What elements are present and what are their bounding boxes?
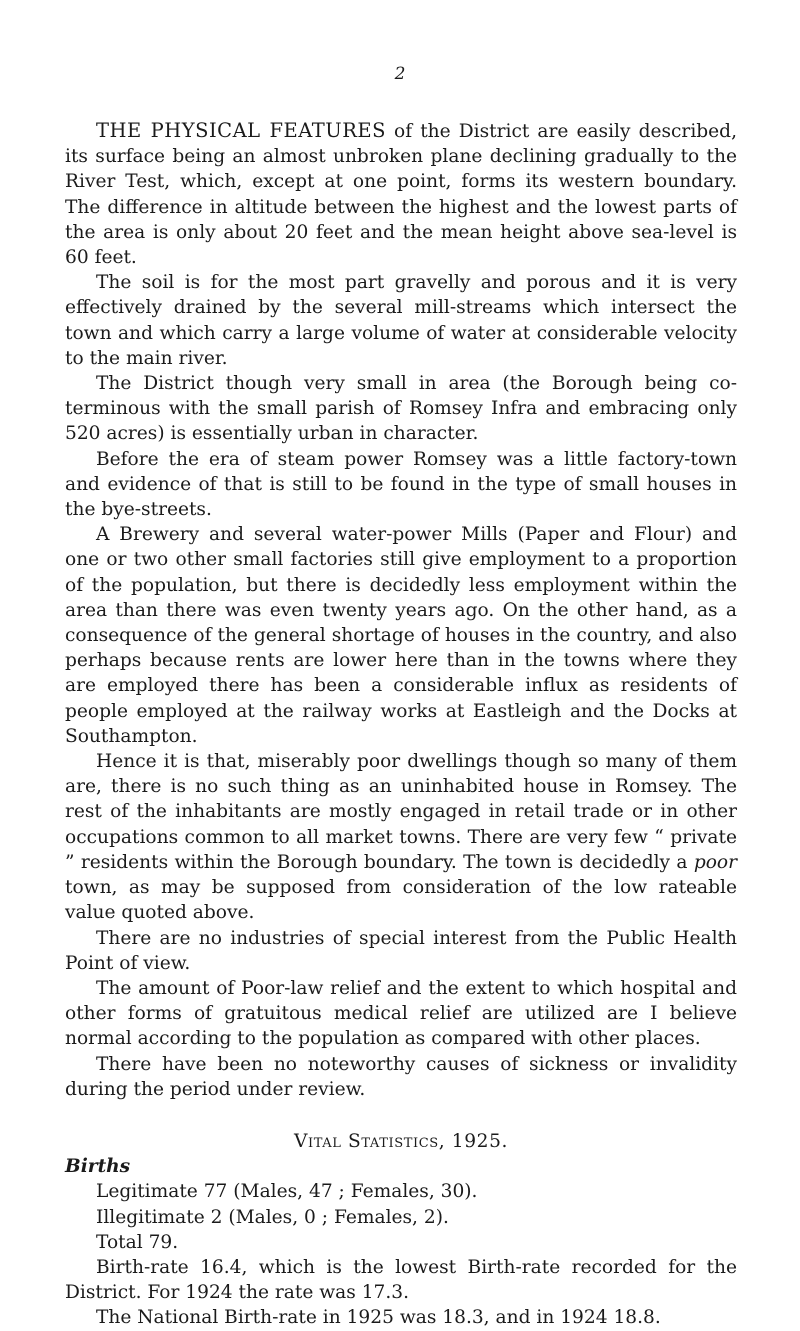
page-number: 2 <box>394 64 406 84</box>
paragraph-text: of the District are easily described, its surface being an almost unbroken plane declining gradually to the River Test, which, except at one point, forms its western boundary. The difference in altitude between the highest and the lowest parts of the area is only about 20 feet and the mean height above sea-level is 60 feet. <box>65 121 737 269</box>
total-births: Total 79. <box>96 1231 179 1253</box>
paragraph-text: Hence it is that, miserably poor dwellings though so many of them are, there is no such thing as an uninhabited house in Romsey. The rest of the inhabitants are mostly engaged in retail trade or in other occupations common to all market towns. There are very few “ private ” residents within the Borough boundary. The town is decidedly a <box>65 751 737 873</box>
emphasis-poor: poor <box>693 851 737 873</box>
section-lead-caps: THE PHYSICAL FEATURES <box>96 119 386 142</box>
paragraph-soil: The soil is for the most part gravelly and porous and it is very effectively drained by the several mill-streams which intersect the town and which carry a large volume of water at considerable velocity to the main river. <box>65 272 737 369</box>
paragraph-sickness: There have been no noteworthy causes of sickness or invalidity during the period under review. <box>65 1053 737 1100</box>
paragraph-employment: A Brewery and several water-power Mills (Paper and Flour) and one or two other small factories still give employment to a proportion of the population, but there is decidedly less employment within the area than there was even twenty years ago. On the other hand, as a consequence of the general shortage of houses in the country, and also perhaps because rents are lower here than in the towns where they are employed there has been a considerable influx as residents of people employed at the railway works at Eastleigh and the Docks at Southampton. <box>65 524 737 747</box>
paragraph-physical-features <box>65 118 737 270</box>
births-subheading: Births <box>65 1156 131 1178</box>
paragraph-dwellings <box>65 749 737 925</box>
paragraph-text-end: town, as may be supposed from consideration of the low rateable value quoted above. <box>65 877 737 924</box>
paragraph-poor-law: The amount of Poor-law relief and the extent to which hospital and other forms of gratuitous medical relief are utilized are I believe normal according to the population as compared with other places. <box>65 977 737 1050</box>
paragraph-factory-town: Before the era of steam power Romsey was a little factory-town and evidence of that is still to be found in the type of small houses in the bye-streets. <box>65 448 737 521</box>
paragraph-industries: There are no industries of special interest from the Public Health Point of view. <box>65 927 737 974</box>
national-birth-rate: The National Birth-rate in 1925 was 18.3, and in 1924 18.8. <box>96 1307 661 1329</box>
birth-rate: Birth-rate 16.4, which is the lowest Birth-rate recorded for the District. For 1924 the rate was 17.3. <box>65 1256 737 1304</box>
paragraph-district-area: The District though very small in area (the Borough being co-terminous with the small parish of Romsey Infra and embracing only 520 acres) is essentially urban in character. <box>65 373 737 445</box>
document-body <box>65 118 737 1331</box>
legitimate-births: Legitimate 77 (Males, 47 ; Females, 30). <box>96 1181 478 1203</box>
illegitimate-births: Illegitimate 2 (Males, 0 ; Females, 2). <box>96 1206 449 1228</box>
vital-statistics-heading: Vital Statistics, 1925. <box>293 1130 509 1152</box>
